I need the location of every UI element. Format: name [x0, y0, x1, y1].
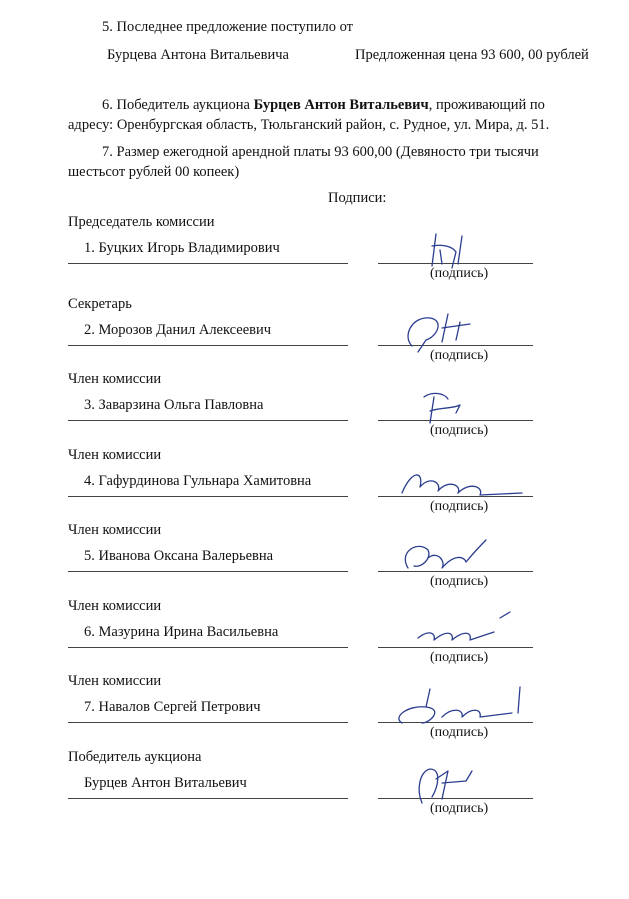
- signatory-role: Секретарь: [68, 296, 132, 312]
- item-6-suffix: , проживающий по: [428, 97, 545, 113]
- signatory-role: Председатель комиссии: [68, 214, 215, 230]
- name-underline: [68, 496, 348, 497]
- handwritten-signature: [372, 683, 532, 739]
- signature-caption: (подпись): [430, 574, 489, 589]
- signatory-name: 1. Буцких Игорь Владимирович: [84, 240, 280, 256]
- item-5-name: Бурцева Антона Витальевича: [107, 47, 289, 63]
- handwritten-signature: [372, 759, 532, 815]
- handwritten-signature: [372, 457, 532, 513]
- signatory-role: Член комиссии: [68, 371, 162, 387]
- item-5-line1: 5. Последнее предложение поступило от: [102, 19, 353, 35]
- signature-caption: (подпись): [430, 499, 489, 514]
- signatory-name: Бурцев Антон Витальевич: [84, 775, 247, 791]
- name-underline: [68, 722, 348, 723]
- handwritten-signature: [372, 532, 532, 588]
- signatures-heading: Подписи:: [328, 190, 387, 206]
- name-underline: [68, 798, 348, 799]
- handwritten-signature: [372, 306, 532, 362]
- item-6-line1: [102, 97, 545, 114]
- signatory-name: 3. Заварзина Ольга Павловна: [84, 397, 264, 413]
- item-5-price: Предложенная цена 93 600, 00 рублей: [355, 47, 589, 63]
- name-underline: [68, 345, 348, 346]
- signatory-name: 7. Навалов Сергей Петрович: [84, 699, 261, 715]
- signatory-role: Член комиссии: [68, 522, 162, 538]
- item-6-winner-name: Бурцев Антон Витальевич: [253, 97, 429, 113]
- item-7-line2: шестьсот рублей 00 копеек): [68, 164, 240, 180]
- signatory-role: Член комиссии: [68, 447, 162, 463]
- signatory-role: Член комиссии: [68, 673, 162, 689]
- signature-caption: (подпись): [430, 650, 489, 665]
- name-underline: [68, 647, 348, 648]
- item-6-line2: адресу: Оренбургская область, Тюльганский район, с. Рудное, ул. Мира, д. 51.: [68, 117, 550, 133]
- signature-caption: (подпись): [430, 801, 489, 816]
- name-underline: [68, 263, 348, 264]
- handwritten-signature: [372, 224, 532, 280]
- signatory-name: 5. Иванова Оксана Валерьевна: [84, 548, 274, 564]
- name-underline: [68, 571, 348, 572]
- item-6-prefix: 6. Победитель аукциона: [102, 97, 254, 113]
- signature-caption: (подпись): [430, 266, 489, 281]
- signature-caption: (подпись): [430, 348, 489, 363]
- signature-caption: (подпись): [430, 423, 489, 438]
- handwritten-signature: [372, 608, 532, 664]
- signatory-role: Член комиссии: [68, 598, 162, 614]
- signatory-name: 6. Мазурина Ирина Васильевна: [84, 624, 279, 640]
- name-underline: [68, 420, 348, 421]
- signatory-role: Победитель аукциона: [68, 749, 202, 765]
- item-7-line1: 7. Размер ежегодной арендной платы 93 600,00 (Девяносто три тысячи: [102, 144, 539, 160]
- signature-caption: (подпись): [430, 725, 489, 740]
- signatory-name: 4. Гафурдинова Гульнара Хамитовна: [84, 473, 312, 489]
- handwritten-signature: [372, 381, 532, 437]
- signatory-name: 2. Морозов Данил Алексеевич: [84, 322, 272, 338]
